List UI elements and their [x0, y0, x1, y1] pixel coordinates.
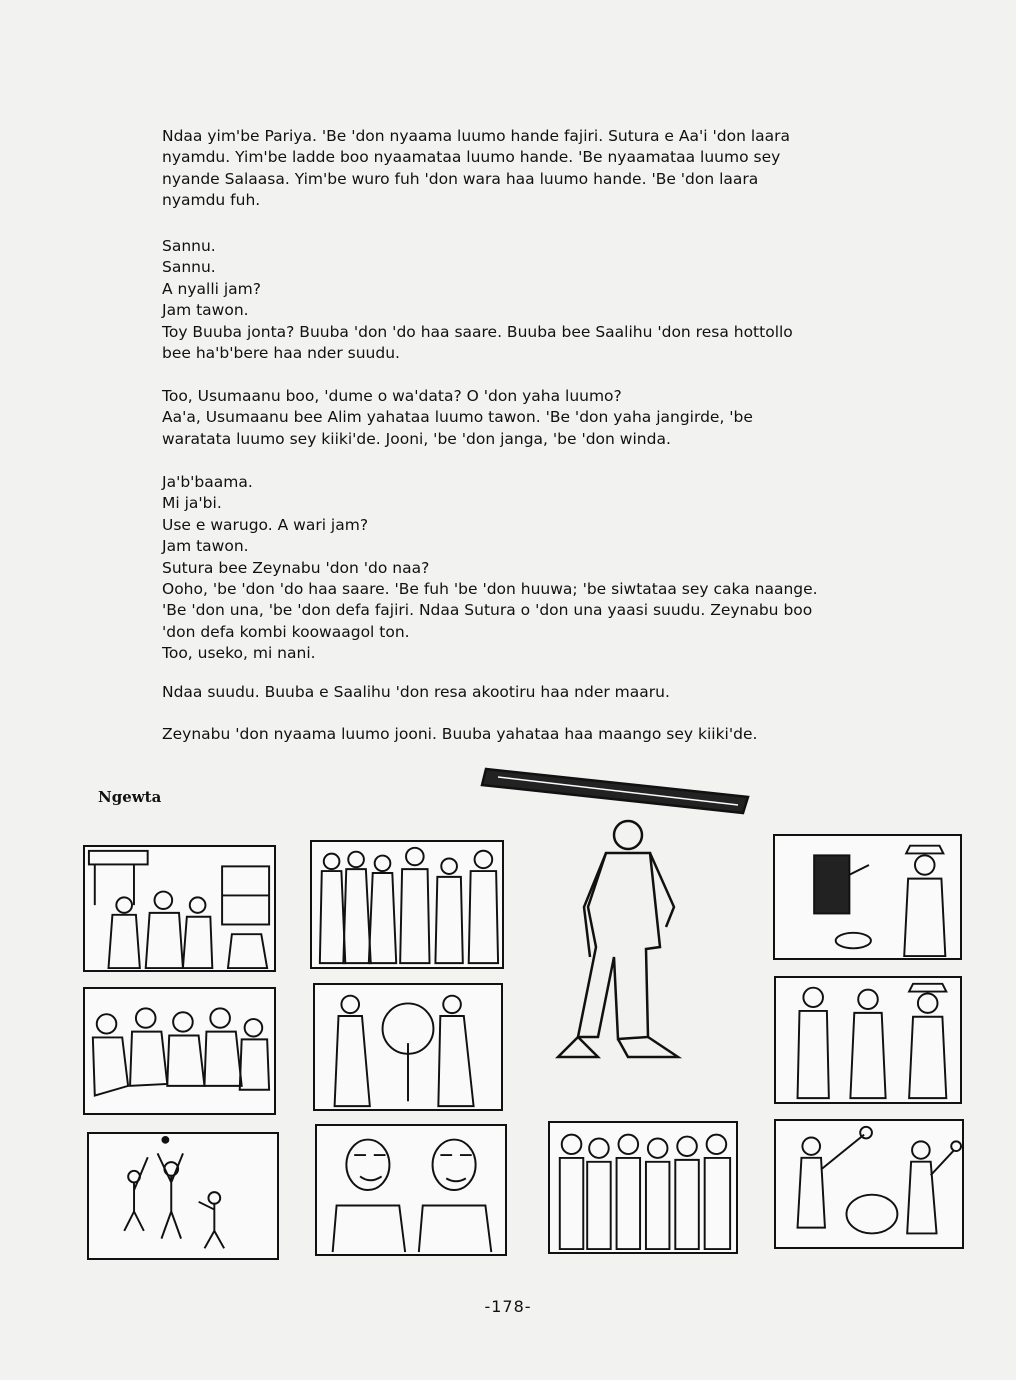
- text-line: Sutura bee Zeynabu 'don 'do naa?: [162, 558, 430, 577]
- people-sitting-illustration: [83, 987, 276, 1115]
- text-line: Aa'a, Usumaanu bee Alim yahataa luumo tawon. 'Be 'don yaha jangirde, 'be: [162, 408, 753, 427]
- page-number: -178-: [484, 1297, 532, 1316]
- text-line: Toy Buuba jonta? Buuba 'don 'do haa saare. Buuba bee Saalihu 'don resa hottollo: [162, 322, 793, 341]
- text-line: Use e warugo. A wari jam?: [162, 515, 369, 534]
- two-men-talking-illustration: [315, 1124, 507, 1256]
- text-line: Jam tawon.: [162, 301, 249, 320]
- man-carrying-load-illustration: [478, 757, 760, 1079]
- text-line: 'don defa kombi koowaagol ton.: [162, 622, 410, 641]
- man-at-window-illustration: [773, 834, 962, 960]
- women-walking-illustration: [310, 840, 504, 969]
- text-line: waratata luumo sey kiiki'de. Jooni, 'be 'don janga, 'be 'don winda.: [162, 429, 671, 448]
- text-line: Ndaa yim'be Pariya. 'Be 'don nyaama luumo hande fajiri. Sutura e Aa'i 'don laara: [162, 127, 790, 145]
- dialogue-usumaanu: [162, 386, 942, 450]
- text-line: nyamdu fuh.: [162, 191, 261, 210]
- section-heading: Ngewta: [98, 788, 162, 806]
- women-pounding-illustration: [774, 1119, 964, 1249]
- group-of-men-illustration: [548, 1121, 738, 1254]
- paragraph-market-intro: [162, 126, 942, 212]
- text-line: Mi ja'bi.: [162, 494, 222, 513]
- paragraph-house: [162, 682, 942, 703]
- dialogue-arrival: [162, 472, 942, 665]
- text-line: nyamdu. Yim'be ladde boo nyaamataa luumo hande. 'Be nyaamataa luumo sey: [162, 148, 781, 167]
- children-playing-illustration: [87, 1132, 279, 1260]
- text-line: Zeynabu 'don nyaama luumo jooni. Buuba yahataa haa maango sey kiiki'de.: [162, 725, 758, 743]
- text-line: Sannu.: [162, 258, 216, 277]
- text-line: Too, Usumaanu boo, 'dume o wa'data? O 'don yaha luumo?: [162, 387, 622, 405]
- market-scene-illustration: [83, 845, 276, 972]
- text-line: Ja'b'baama.: [162, 473, 253, 491]
- text-line: Jam tawon.: [162, 537, 249, 556]
- text-line: A nyalli jam?: [162, 279, 262, 298]
- text-line: Ooho, 'be 'don 'do haa saare. 'Be fuh 'be 'don huuwa; 'be siwtataa sey caka naange.: [162, 580, 818, 599]
- text-line: 'Be 'don una, 'be 'don defa fajiri. Ndaa Sutura o 'don una yaasi suudu. Zeynabu boo: [162, 601, 813, 620]
- text-line: bee ha'b'bere haa nder suudu.: [162, 344, 400, 363]
- dialogue-greeting: [162, 236, 942, 364]
- women-and-tree-illustration: [313, 983, 503, 1111]
- text-line: Sannu.: [162, 237, 216, 255]
- text-line: Too, useko, mi nani.: [162, 644, 316, 663]
- text-line: Ndaa suudu. Buuba e Saalihu 'don resa akootiru haa nder maaru.: [162, 683, 670, 701]
- text-line: nyande Salaasa. Yim'be wuro fuh 'don wara haa luumo hande. 'Be 'don laara: [162, 169, 759, 188]
- paragraph-zeynabu: [162, 724, 942, 745]
- three-people-standing-illustration: [774, 976, 962, 1104]
